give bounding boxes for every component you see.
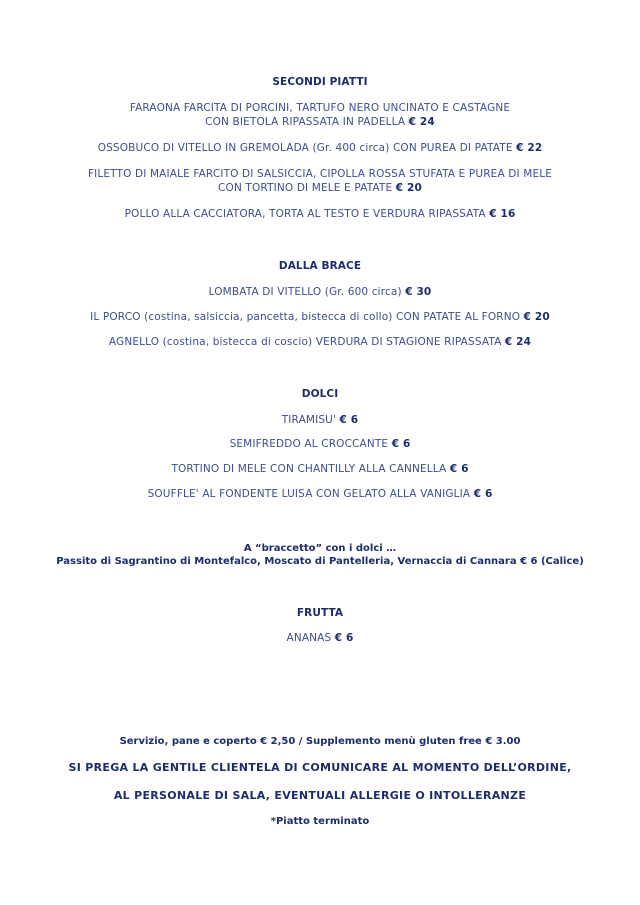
item-text: TIRAMISU'	[281, 414, 340, 426]
item-price: € 16	[489, 208, 516, 220]
menu-item-souffle	[0, 488, 640, 501]
menu-item-porco	[0, 311, 640, 324]
menu-item-tortino-mele	[0, 463, 640, 476]
menu-item-semifreddo	[0, 438, 640, 451]
item-price: € 6	[449, 463, 469, 475]
item-text: POLLO ALLA CACCIATORA, TORTA AL TESTO E VERDURA RIPASSATA	[124, 208, 490, 220]
section-title-dolci: DOLCI	[301, 388, 339, 400]
menu-item-ananas	[0, 632, 640, 645]
item-text: CON BIETOLA RIPASSATA IN PADELLA	[205, 116, 409, 128]
item-text: TORTINO DI MELE CON CHANTILLY ALLA CANNELLA	[171, 463, 450, 475]
menu-item-filetto-line1: FILETTO DI MAIALE FARCITO DI SALSICCIA, CIPOLLA ROSSA STUFATA E PUREA DI MELE	[87, 168, 553, 180]
menu-item-faraona-line1: FARAONA FARCITA DI PORCINI, TARTUFO NERO UNCINATO E CASTAGNE	[129, 102, 511, 114]
item-price: € 6	[391, 438, 411, 450]
service-charge-note: Servizio, pane e coperto € 2,50 / Supplemento menù gluten free € 3.00	[119, 736, 521, 747]
item-text: SOUFFLE' AL FONDENTE LUISA CON GELATO ALLA VANIGLIA	[147, 488, 474, 500]
allergy-notice-line1: SI PREGA LA GENTILE CLIENTELA DI COMUNICARE AL MOMENTO DELL’ORDINE,	[68, 761, 572, 774]
allergy-notice-line2: AL PERSONALE DI SALA, EVENTUALI ALLERGIE O INTOLLERANZE	[113, 789, 527, 802]
item-price: € 6	[339, 414, 359, 426]
item-price: € 6	[334, 632, 354, 644]
section-title-dalla-brace: DALLA BRACE	[278, 260, 362, 272]
menu-item-faraona-line2	[0, 116, 640, 129]
item-price: € 6	[473, 488, 493, 500]
item-price: € 24	[408, 116, 435, 128]
dish-finished-note: *Piatto terminato	[270, 816, 370, 827]
section-title-braccetto: A “braccetto” con i dolci …	[243, 543, 397, 554]
item-price: € 30	[405, 286, 432, 298]
item-price: € 22	[516, 142, 543, 154]
menu-item-ossobuco	[0, 142, 640, 155]
item-text: IL PORCO (costina, salsiccia, pancetta, bistecca di collo) CON PATATE AL FORNO	[90, 311, 524, 323]
item-text: LOMBATA DI VITELLO (Gr. 600 circa)	[208, 286, 406, 298]
item-price: € 20	[395, 182, 422, 194]
section-title-secondi-piatti: SECONDI PIATTI	[272, 76, 368, 88]
menu-item-agnello	[0, 336, 640, 349]
item-text: AGNELLO (costina, bistecca di coscio) VERDURA DI STAGIONE RIPASSATA	[108, 336, 505, 348]
item-text: ANANAS	[286, 632, 335, 644]
item-text: SEMIFREDDO AL CROCCANTE	[229, 438, 392, 450]
section-title-frutta: FRUTTA	[296, 607, 344, 619]
menu-item-tiramisu	[0, 414, 640, 427]
item-price: € 24	[504, 336, 532, 348]
item-price: € 20	[523, 311, 550, 323]
menu-item-pollo	[0, 208, 640, 221]
menu-item-lombata	[0, 286, 640, 299]
menu-item-filetto-line2	[0, 182, 640, 195]
dessert-wines: Passito di Sagrantino di Montefalco, Moscato di Pantelleria, Vernaccia di Cannara € 6 (Calice)	[56, 556, 584, 567]
item-text: CON TORTINO DI MELE E PATATE	[218, 182, 396, 194]
item-text: OSSOBUCO DI VITELLO IN GREMOLADA (Gr. 400 circa) CON PUREA DI PATATE	[97, 142, 517, 154]
